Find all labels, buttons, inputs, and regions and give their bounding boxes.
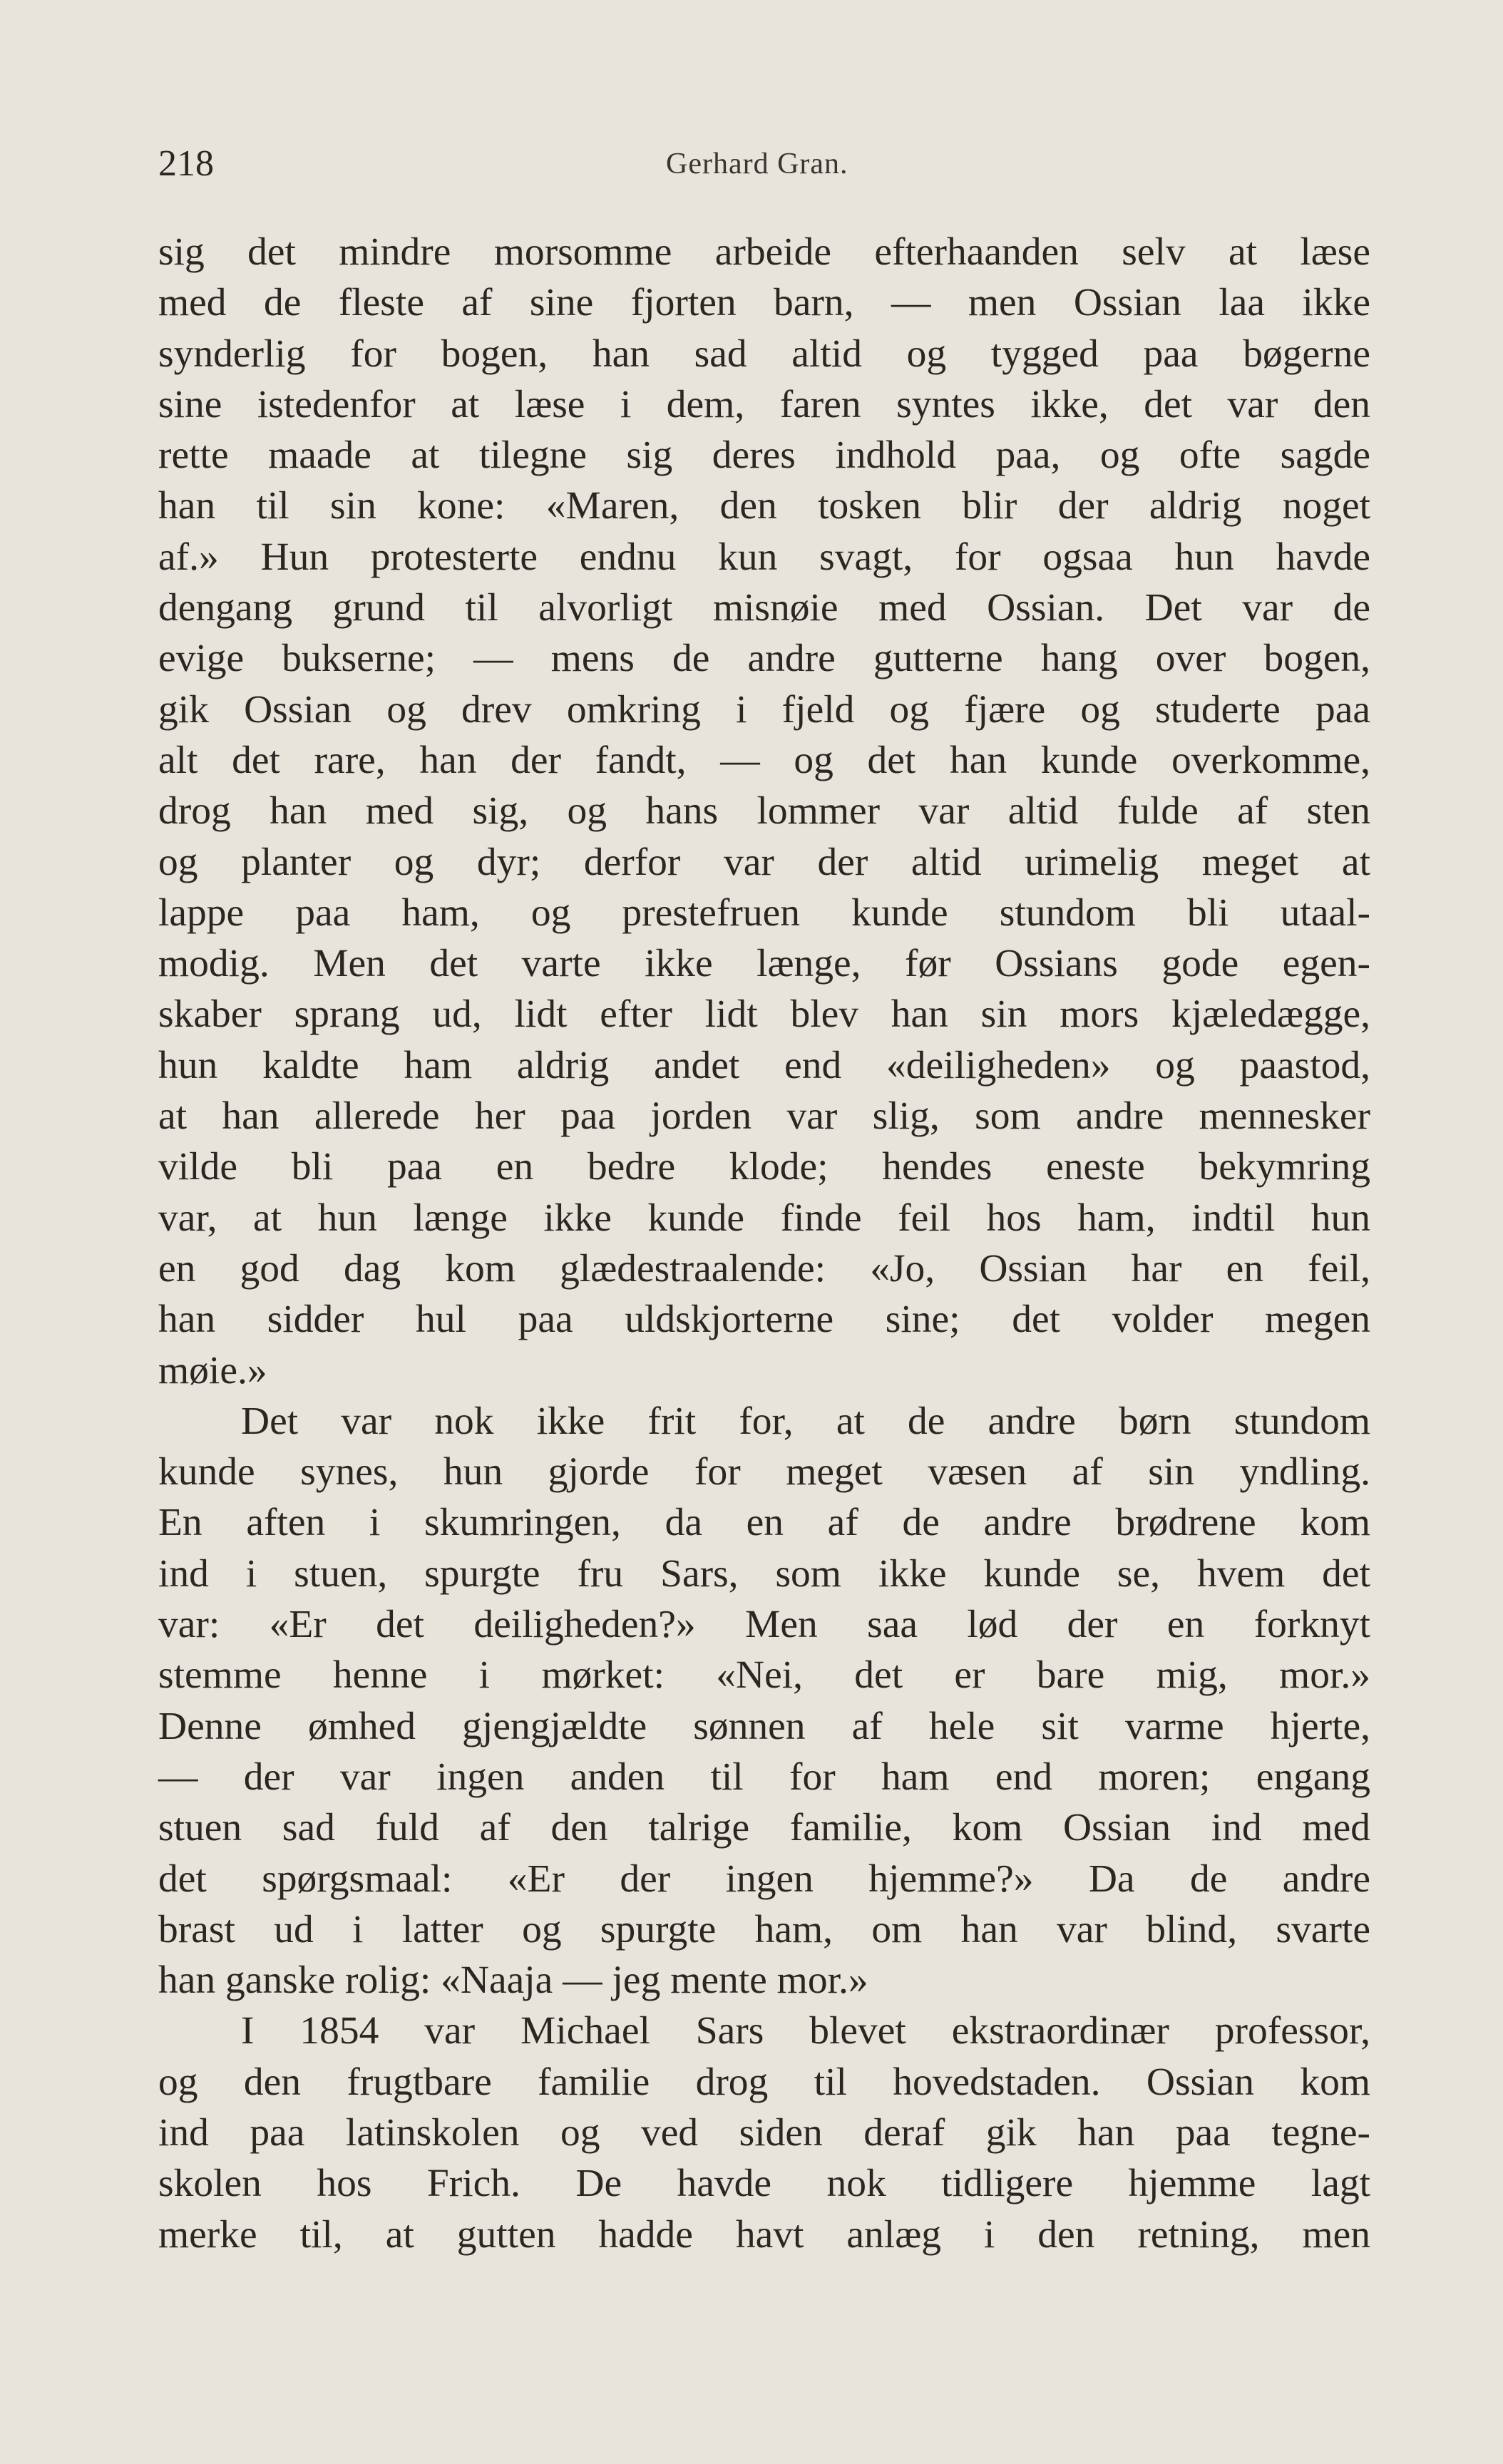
text-line: drog han med sig, og hans lommer var altid fulde af sten [158,789,1370,833]
text-line: ind paa latinskolen og ved siden deraf gik han paa tegne- [158,2110,1370,2155]
text-line: — der var ingen anden til for ham end moren; engang [158,1755,1370,1799]
text-line: han ganske rolig: «Naaja — jeg mente mor.» [158,1959,868,2003]
text-line: merke til, at gutten hadde havt anlæg i den retning, men [158,2212,1370,2257]
page-number: 218 [158,143,214,184]
text-line: sine istedenfor at læse i dem, faren syntes ikke, det var den [158,382,1370,426]
text-line: dengang grund til alvorligt misnøie med Ossian. Det var de [158,586,1370,630]
text-line: og den frugtbare familie drog til hovedstaden. Ossian kom [158,2060,1370,2104]
text-line: Det var nok ikke frit for, at de andre børn stundom [241,1399,1370,1443]
text-line: skaber sprang ud, lidt efter lidt blev han sin mors kjæledægge, [158,992,1370,1037]
text-line: synderlig for bogen, han sad altid og tygged paa bøgerne [158,332,1370,376]
text-line: af.» Hun protesterte endnu kun svagt, for ogsaa hun havde [158,535,1370,579]
text-line: modig. Men det varte ikke længe, før Ossians gode egen- [158,942,1370,986]
text-line: brast ud i latter og spurgte ham, om han var blind, svarte [158,1907,1370,1951]
text-line: han sidder hul paa uldskjorterne sine; det volder megen [158,1298,1370,1342]
text-line: det spørgsmaal: «Er der ingen hjemme?» Da de andre [158,1857,1370,1901]
text-line: alt det rare, han der fandt, — og det han kunde overkomme, [158,738,1370,782]
text-line: En aften i skumringen, da en af de andre brødrene kom [158,1501,1370,1545]
text-line: kunde synes, hun gjorde for meget væsen af sin yndling. [158,1450,1370,1494]
page-header [158,143,1375,192]
text-line: evige bukserne; — mens de andre gutterne hang over bogen, [158,637,1370,681]
text-line: at han allerede her paa jorden var slig, som andre mennesker [158,1094,1370,1139]
text-line: vilde bli paa en bedre klode; hendes eneste bekymring [158,1145,1370,1189]
text-line: sig det mindre morsomme arbeide efterhaanden selv at læse [158,230,1370,274]
text-line: stemme henne i mørket: «Nei, det er bare mig, mor.» [158,1653,1370,1698]
text-line: rette maade at tilegne sig deres indhold paa, og ofte sagde [158,433,1370,478]
text-line: I 1854 var Michael Sars blevet ekstraordinær professor, [241,2009,1370,2053]
text-line: gik Ossian og drev omkring i fjeld og fjære og studerte paa [158,687,1370,732]
text-line: og planter og dyr; derfor var der altid urimelig meget at [158,840,1370,884]
text-line: skolen hos Frich. De havde nok tidligere hjemme lagt [158,2162,1370,2206]
body-text [158,227,1370,2260]
text-line: hun kaldte ham aldrig andet end «deiligheden» og paastod, [158,1043,1370,1087]
text-line: var, at hun længe ikke kunde finde feil hos ham, indtil hun [158,1196,1370,1240]
text-line: stuen sad fuld af den talrige familie, kom Ossian ind med [158,1806,1370,1850]
text-line: med de fleste af sine fjorten barn, — men Ossian laa ikke [158,281,1370,325]
running-head: Gerhard Gran. [666,148,848,180]
text-line: Denne ømhed gjengjældte sønnen af hele sit varme hjerte, [158,1704,1370,1748]
text-line: en god dag kom glædestraalende: «Jo, Ossian har en feil, [158,1246,1370,1290]
text-line: ind i stuen, spurgte fru Sars, som ikke kunde se, hvem det [158,1551,1370,1596]
text-line: han til sin kone: «Maren, den tosken blir der aldrig noget [158,484,1370,528]
text-line: møie.» [158,1348,267,1392]
text-line: var: «Er det deiligheden?» Men saa lød der en forknyt [158,1603,1370,1647]
text-line: lappe paa ham, og prestefruen kunde stundom bli utaal- [158,890,1370,935]
